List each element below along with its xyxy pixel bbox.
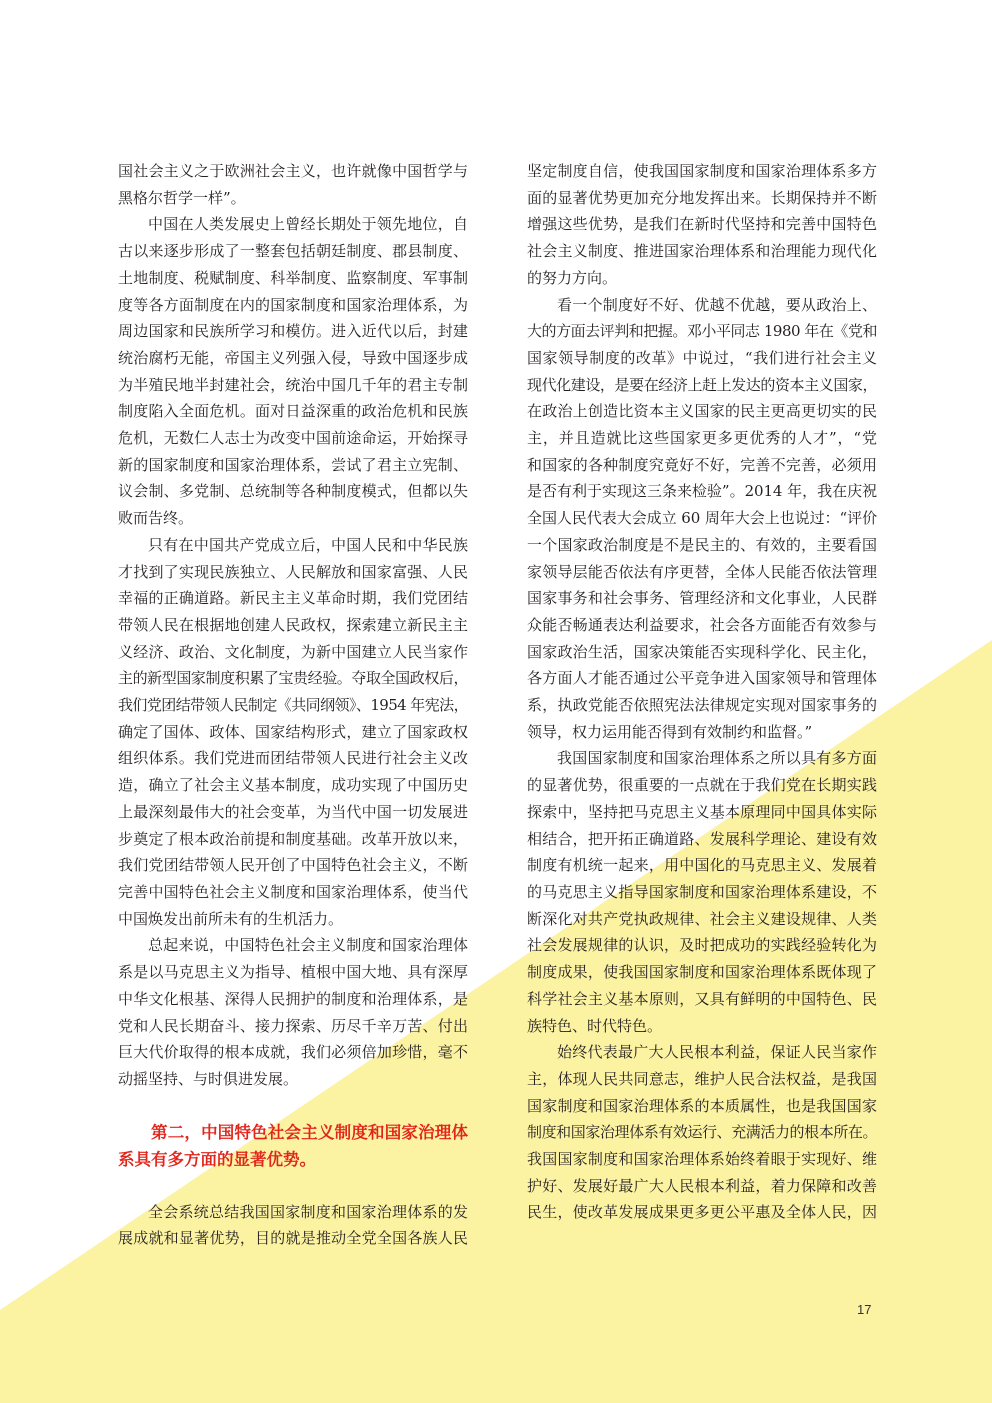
text-line: 在政治上创造比资本主义国家的民主更高更切实的民 xyxy=(527,402,877,421)
text-line: 度等各方面制度在内的国家制度和国家治理体系，为 xyxy=(118,295,468,314)
paragraph xyxy=(527,745,877,1039)
paragraph xyxy=(527,292,877,746)
text-line: 巨大代价取得的根本成就，我们必须倍加珍惜，毫不 xyxy=(118,1043,468,1062)
text-line: 总起来说，中国特色社会主义制度和国家治理体 xyxy=(148,936,468,955)
text-line: 我国国家制度和国家治理体系之所以具有多方面 xyxy=(557,749,877,768)
left-text-column xyxy=(118,158,468,1252)
text-line: 才找到了实现民族独立、人民解放和国家富强、人民 xyxy=(118,562,468,581)
text-line: 族特色、时代特色。 xyxy=(527,1016,663,1035)
text-line: 坚定制度自信，使我国国家制度和国家治理体系多方 xyxy=(527,162,877,180)
text-line: 只有在中国共产党成立后，中国人民和中华民族 xyxy=(148,535,468,554)
text-line: 一个国家政治制度是不是民主的、有效的，主要看国 xyxy=(527,535,877,554)
text-line: 国家领导制度的改革》中说过，“我们进行社会主义 xyxy=(527,348,877,367)
text-line: 主的新型国家制度积累了宝贵经验。夺取全国政权后， xyxy=(118,669,468,688)
text-line: 探索中，坚持把马克思主义基本原理同中国具体实际 xyxy=(527,802,877,821)
text-line: 社会发展规律的认识，及时把成功的实践经验转化为 xyxy=(527,936,877,955)
text-line: 大的方面去评判和把握。邓小平同志 1980 年在《党和 xyxy=(527,322,877,341)
text-line: 动摇坚持、与时俱进发展。 xyxy=(118,1069,299,1088)
text-line: 的显著优势，很重要的一点就在于我们党在长期实践 xyxy=(527,776,877,795)
section-heading xyxy=(118,1120,468,1174)
text-line: 幸福的正确道路。新民主主义革命时期，我们党团结 xyxy=(118,589,468,608)
text-line: 完善中国特色社会主义制度和国家治理体系，使当代 xyxy=(118,882,468,901)
text-line: 面的显著优势更加充分地发挥出来。长期保持并不断 xyxy=(527,188,877,207)
text-line: 相结合，把开拓正确道路、发展科学理论、建设有效 xyxy=(527,829,877,848)
text-line: 主，体现人民共同意志，维护人民合法权益，是我国 xyxy=(527,1069,877,1088)
text-line: 众能否畅通表达利益要求，社会各方面能否有效参与 xyxy=(527,615,877,634)
text-line: 始终代表最广大人民根本利益，保证人民当家作 xyxy=(557,1043,877,1062)
text-line: 危机，无数仁人志士为改变中国前途命运，开始探寻 xyxy=(118,429,468,448)
text-line: 国家制度和国家治理体系的本质属性，也是我国国家 xyxy=(527,1096,877,1115)
paragraph-continued xyxy=(118,158,468,211)
text-line: 周边国家和民族所学习和模仿。进入近代以后，封建 xyxy=(118,322,468,341)
paragraph-continues xyxy=(527,1039,877,1226)
text-line: 系具有多方面的显著优势。 xyxy=(118,1150,316,1169)
text-line: 我们党团结带领人民制定《共同纲领》、1954 年宪法， xyxy=(118,696,468,715)
text-line: 古以来逐步形成了一整套包括朝廷制度、郡县制度、 xyxy=(118,242,468,261)
text-line: 中国焕发出前所未有的生机活力。 xyxy=(118,909,344,928)
text-line: 家领导层能否依法有序更替，全体人民能否依法管理 xyxy=(527,562,877,581)
text-line: 民生，使改革发展成果更多更公平惠及全体人民，因 xyxy=(527,1203,877,1222)
text-line: 各方面人才能否通过公平竞争进入国家领导和管理体 xyxy=(527,669,877,688)
text-line: 败而告终。 xyxy=(118,509,194,528)
text-line: 中国在人类发展史上曾经长期处于领先地位，自 xyxy=(148,215,468,234)
text-line: 议会制、多党制、总统制等各种制度模式，但都以失 xyxy=(118,482,468,501)
text-line: 制度成果，使我国国家制度和国家治理体系既体现了 xyxy=(527,963,877,982)
text-line: 中华文化根基、深得人民拥护的制度和治理体系，是 xyxy=(118,989,468,1008)
text-line: 系是以马克思主义为指导、植根中国大地、具有深厚 xyxy=(118,963,468,982)
text-line: 主，并且造就比这些国家更多更优秀的人才”，“党 xyxy=(527,429,877,448)
text-line: 国社会主义之于欧洲社会主义，也许就像中国哲学与 xyxy=(118,162,468,180)
text-line: 社会主义制度、推进国家治理体系和治理能力现代化 xyxy=(527,242,877,261)
text-line: 我国国家制度和国家治理体系始终着眼于实现好、维 xyxy=(527,1150,877,1169)
text-line: 我们党团结带领人民开创了中国特色社会主义，不断 xyxy=(118,856,468,875)
paragraph xyxy=(118,211,468,531)
text-line: 全国人民代表大会成立 60 周年大会上也说过：“评价 xyxy=(527,509,877,528)
paragraph-continued xyxy=(527,158,877,292)
text-line: 带领人民在根据地创建人民政权，探索建立新民主主 xyxy=(118,615,468,634)
text-line: 系，执政党能否依照宪法法律规定实现对国家事务的 xyxy=(527,696,877,715)
text-line: 为半殖民地半封建社会，统治中国几千年的君主专制 xyxy=(118,375,468,394)
paragraph-continues xyxy=(118,1199,468,1252)
text-line: 统治腐朽无能，帝国主义列强入侵，导致中国逐步成 xyxy=(118,348,468,367)
text-line: 新的国家制度和国家治理体系，尝试了君主立宪制、 xyxy=(118,455,468,474)
paragraph xyxy=(118,932,468,1092)
text-line: 黑格尔哲学一样”。 xyxy=(118,188,246,207)
text-line: 步奠定了根本政治前提和制度基础。改革开放以来， xyxy=(118,829,468,848)
text-line: 上最深刻最伟大的社会变革，为当代中国一切发展进 xyxy=(118,802,468,821)
text-line: 看一个制度好不好、优越不优越，要从政治上、 xyxy=(557,295,877,314)
text-line: 制度陷入全面危机。面对日益深重的政治危机和民族 xyxy=(118,402,468,421)
text-line: 制度和国家治理体系有效运行、充满活力的根本所在。 xyxy=(527,1123,877,1142)
text-line: 和国家的各种制度究竟好不好，完善不完善，必须用 xyxy=(527,455,877,474)
text-line: 第二，中国特色社会主义制度和国家治理体 xyxy=(151,1123,468,1142)
text-line: 科学社会主义基本原则，又具有鲜明的中国特色、民 xyxy=(527,989,877,1008)
text-line: 国家事务和社会事务、管理经济和文化事业，人民群 xyxy=(527,589,877,608)
text-line: 是否有利于实现这三条来检验”。2014 年，我在庆祝 xyxy=(527,482,877,501)
text-line: 党和人民长期奋斗、接力探索、历尽千辛万苦、付出 xyxy=(118,1016,468,1035)
text-line: 护好、发展好最广大人民根本利益，着力保障和改善 xyxy=(527,1176,877,1195)
text-line: 制度有机统一起来，用中国化的马克思主义、发展着 xyxy=(527,856,877,875)
text-line: 展成就和显著优势，目的就是推动全党全国各族人民 xyxy=(118,1229,468,1248)
text-line: 造，确立了社会主义基本制度，成功实现了中国历史 xyxy=(118,776,468,795)
text-line: 断深化对共产党执政规律、社会主义建设规律、人类 xyxy=(527,909,877,928)
text-line: 现代化建设，是要在经济上赶上发达的资本主义国家， xyxy=(527,375,877,394)
text-line: 国家政治生活，国家决策能否实现科学化、民主化， xyxy=(527,642,877,661)
right-text-column xyxy=(527,158,877,1226)
text-line: 确定了国体、政体、国家结构形式，建立了国家政权 xyxy=(118,722,468,741)
text-line: 的努力方向。 xyxy=(527,268,618,287)
text-line: 全会系统总结我国国家制度和国家治理体系的发 xyxy=(148,1202,468,1221)
text-line: 领导，权力运用能否得到有效制约和监督。” xyxy=(527,722,813,741)
text-line: 增强这些优势，是我们在新时代坚持和完善中国特色 xyxy=(527,215,877,234)
text-line: 组织体系。我们党进而团结带领人民进行社会主义改 xyxy=(118,749,468,768)
page-number: 17 xyxy=(857,1302,872,1317)
text-line: 土地制度、税赋制度、科举制度、监察制度、军事制 xyxy=(118,268,468,287)
text-line: 义经济、政治、文化制度，为新中国建立人民当家作 xyxy=(118,642,468,661)
text-line: 的马克思主义指导国家制度和国家治理体系建设，不 xyxy=(527,882,877,901)
paragraph xyxy=(118,532,468,933)
